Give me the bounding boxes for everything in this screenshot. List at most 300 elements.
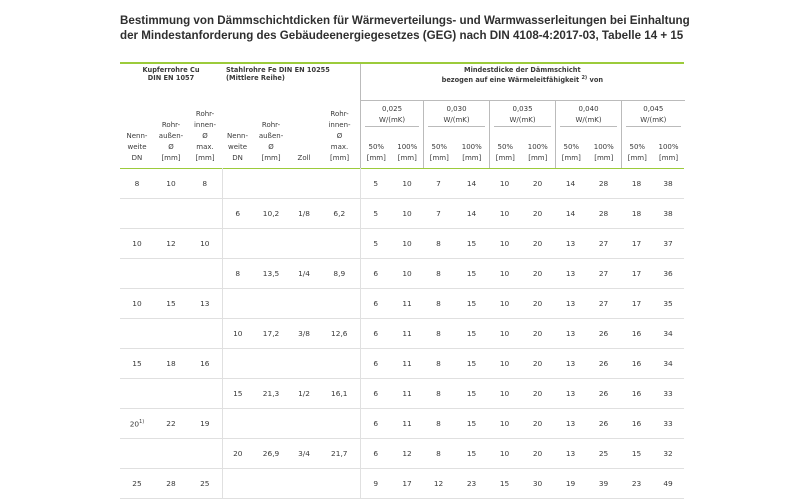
- cell-value: 20: [532, 269, 543, 278]
- table-cell: [289, 439, 319, 469]
- table-cell: [360, 289, 391, 319]
- table-cell: [253, 229, 289, 259]
- cell-value: 15: [466, 389, 477, 398]
- col-fe-outer: [253, 100, 289, 169]
- table-cell: [555, 409, 586, 439]
- table-cell: [555, 349, 586, 379]
- cell-value: 18: [166, 359, 176, 368]
- percent-label: [mm]: [627, 154, 647, 162]
- table-cell: [454, 169, 489, 199]
- percent-label: [mm]: [495, 154, 515, 162]
- percent-label: [mm]: [658, 154, 679, 162]
- table-cell: [120, 289, 154, 319]
- percent-label: 50%: [497, 143, 514, 151]
- cell-value: 23: [466, 479, 477, 488]
- col-fe-dn: [222, 100, 253, 169]
- table-cell: [360, 319, 391, 349]
- percent-label: [mm]: [594, 154, 614, 162]
- cell-value: 7: [436, 209, 441, 218]
- col-lambda-2-p100: [521, 134, 556, 168]
- table-cell: [319, 379, 360, 409]
- cell-value: 39: [598, 479, 609, 488]
- table-cell: [454, 319, 489, 349]
- cell-value: 10: [499, 209, 510, 218]
- table-cell: [454, 469, 489, 499]
- table-cell: [391, 349, 423, 379]
- cell-value: 15: [132, 359, 142, 368]
- table-cell: [120, 229, 154, 259]
- header.fe_dn-line: weite: [228, 143, 248, 151]
- cell-value: 26: [598, 389, 609, 398]
- cell-value: 17: [631, 239, 642, 248]
- table-row: [120, 289, 684, 319]
- col-lambda-4-p50: [622, 134, 653, 168]
- col-lambda-2-p50: [490, 134, 521, 168]
- header.fe_outer-line: Ø: [268, 143, 274, 151]
- table-cell: [489, 409, 520, 439]
- table-row: [120, 349, 684, 379]
- col-lambda-0-p100: [392, 134, 424, 168]
- table-cell: [319, 469, 360, 499]
- table-cell: [360, 439, 391, 469]
- cell-value: 10: [402, 179, 412, 188]
- table-cell: [253, 439, 289, 469]
- col-cu-inner: [188, 100, 222, 169]
- cell-value: 20: [532, 329, 543, 338]
- table-cell: [289, 169, 319, 199]
- header.fe_outer-line: außen-: [258, 132, 284, 140]
- table-cell: [154, 409, 188, 439]
- table-cell: [652, 319, 684, 349]
- table-cell: [555, 469, 586, 499]
- table-cell: [120, 319, 154, 349]
- table-cell: [188, 289, 222, 319]
- lambda-unit: W/(mK): [494, 115, 551, 127]
- table-cell: [188, 379, 222, 409]
- table-cell: [253, 469, 289, 499]
- table-cell: [555, 169, 586, 199]
- cell-value: 6: [373, 269, 379, 278]
- table-cell: [652, 409, 684, 439]
- table-cell: [188, 199, 222, 229]
- table-cell: [423, 169, 454, 199]
- cell-value: 5: [373, 209, 379, 218]
- insulation-group-header: Mindestdicke der Dämmschicht bezogen auf eine Wärmeleitfähigkeit $^{2)}$ von: [360, 63, 684, 100]
- table-cell: [289, 199, 319, 229]
- table-cell: [652, 229, 684, 259]
- percent-label: 50%: [368, 143, 385, 151]
- header.fe_outer-line: Rohr-: [261, 121, 281, 129]
- cell-value: 27: [598, 299, 609, 308]
- table-cell: [253, 259, 289, 289]
- table-cell: [222, 439, 253, 469]
- cell-value: 20: [532, 239, 543, 248]
- table-cell: [253, 349, 289, 379]
- header.cu_inner-line: Ø: [202, 132, 208, 140]
- cell-value: 17: [631, 299, 642, 308]
- table-cell: [621, 259, 652, 289]
- table-cell: [222, 259, 253, 289]
- percent-label: 100%: [593, 143, 614, 151]
- lambda-value: 0,040: [578, 105, 599, 113]
- table-cell: [586, 469, 621, 499]
- cell-value: 10: [402, 269, 412, 278]
- cell-value: 9: [373, 479, 379, 488]
- table-cell: [188, 169, 222, 199]
- table-cell: [391, 289, 423, 319]
- table-cell: [555, 439, 586, 469]
- cell-value: 34: [663, 329, 673, 338]
- table-cell: [289, 229, 319, 259]
- lambda-unit: W/(mK): [428, 115, 485, 127]
- percent-label: 50%: [563, 143, 580, 151]
- table-cell: [289, 289, 319, 319]
- cell-value: 10: [166, 179, 176, 188]
- table-cell: [360, 169, 391, 199]
- cell-value: 8: [436, 389, 441, 398]
- table-cell: [319, 409, 360, 439]
- header.fe_outer-line: [mm]: [261, 154, 281, 162]
- cell-value: 15: [466, 449, 477, 458]
- table-cell: [360, 379, 391, 409]
- cell-value: 20: [532, 449, 543, 458]
- page-title: [120, 14, 690, 43]
- cell-value: 5: [373, 179, 379, 188]
- table-cell: [652, 169, 684, 199]
- table-cell: [391, 439, 423, 469]
- cell-value: 13: [565, 269, 576, 278]
- cell-value: 8: [235, 269, 241, 278]
- table-cell: [188, 469, 222, 499]
- table-cell: [253, 199, 289, 229]
- table-cell: [120, 379, 154, 409]
- table-row: [120, 469, 684, 499]
- copper-group-header: Kupferrohre Cu DIN EN 1057: [120, 63, 222, 100]
- table-cell: [489, 229, 520, 259]
- lambda-3-header: [556, 101, 622, 135]
- cell-value: 11: [402, 419, 412, 428]
- cell-value: 3/4: [298, 449, 310, 458]
- table-cell: [154, 289, 188, 319]
- col-cu-outer: [154, 100, 188, 169]
- lambda-value: 0,025: [382, 105, 403, 113]
- table-cell: [489, 289, 520, 319]
- percent-label: 100%: [527, 143, 548, 151]
- cell-value: 10,2: [262, 209, 280, 218]
- table-cell: [154, 229, 188, 259]
- table-cell: [520, 259, 555, 289]
- table-cell: [652, 349, 684, 379]
- cell-value: 15: [166, 299, 176, 308]
- table-cell: [253, 319, 289, 349]
- cell-value: 1/2: [298, 389, 310, 398]
- table-cell: [289, 319, 319, 349]
- header.cu_outer-line: [mm]: [161, 154, 181, 162]
- cell-value: 6: [373, 299, 379, 308]
- cell-value: 15: [466, 419, 477, 428]
- table-cell: [489, 199, 520, 229]
- table-cell: [360, 229, 391, 259]
- cell-value: 6: [373, 419, 379, 428]
- lambda-value: 0,045: [643, 105, 664, 113]
- table-cell: [222, 319, 253, 349]
- cell-value: 10: [499, 419, 510, 428]
- table-cell: [360, 409, 391, 439]
- cell-value: 26: [598, 329, 609, 338]
- table-cell: [489, 349, 520, 379]
- header.cu_inner-line: max.: [196, 143, 214, 151]
- cell-value: 10: [499, 359, 510, 368]
- table-cell: [154, 349, 188, 379]
- table-cell: [360, 349, 391, 379]
- table-cell: [253, 379, 289, 409]
- table-cell: [120, 349, 154, 379]
- table-row: [120, 259, 684, 289]
- table-cell: [520, 409, 555, 439]
- cell-value: 15: [466, 359, 477, 368]
- table-cell: [154, 169, 188, 199]
- table-cell: [621, 199, 652, 229]
- cell-value: 6: [373, 449, 379, 458]
- lambda-unit: W/(mK): [626, 115, 681, 127]
- col-lambda-1-p100: [455, 134, 490, 168]
- cell-value: 30: [532, 479, 543, 488]
- percent-label: [mm]: [462, 154, 482, 162]
- cell-value: 8: [436, 269, 441, 278]
- table-row: [120, 409, 684, 439]
- table-cell: [154, 379, 188, 409]
- table-cell: [423, 229, 454, 259]
- header.fe_inner-line: Rohr-: [330, 110, 349, 118]
- header.cu_dn-line: Nenn-: [126, 132, 148, 140]
- table-cell: [222, 379, 253, 409]
- table-cell: [319, 199, 360, 229]
- table-cell: [520, 469, 555, 499]
- table-cell: [391, 319, 423, 349]
- cell-value: 13: [565, 389, 576, 398]
- table-cell: [154, 319, 188, 349]
- cell-value: 18: [631, 209, 642, 218]
- table-cell: [555, 229, 586, 259]
- cell-value: 20: [532, 209, 543, 218]
- cell-value: 6: [373, 329, 379, 338]
- cell-value: 20: [532, 359, 543, 368]
- table-cell: [391, 259, 423, 289]
- table-cell: [319, 319, 360, 349]
- cell-value: 11: [402, 329, 412, 338]
- table-cell: [289, 349, 319, 379]
- header.fe_dn-line: DN: [232, 154, 243, 162]
- table-row: [120, 229, 684, 259]
- header.fe_inner-line: [mm]: [329, 154, 350, 162]
- cell-value: 11: [402, 359, 412, 368]
- table-cell: [520, 169, 555, 199]
- cell-value: 13: [565, 359, 576, 368]
- table-cell: [652, 259, 684, 289]
- cell-value: 10: [402, 209, 412, 218]
- table-cell: [652, 379, 684, 409]
- cell-value: 10: [499, 389, 510, 398]
- cell-value: 15: [466, 269, 477, 278]
- cell-value: 23: [631, 479, 642, 488]
- table-cell: [586, 169, 621, 199]
- cell-value: 13: [565, 419, 576, 428]
- table-cell: [454, 409, 489, 439]
- cell-value: 16: [631, 389, 642, 398]
- percent-label: [mm]: [366, 154, 386, 162]
- cell-value: 12,6: [331, 329, 348, 338]
- lambda-value: 0,030: [446, 105, 467, 113]
- table-cell: [222, 199, 253, 229]
- table-cell: [621, 379, 652, 409]
- lambda-value: 0,035: [512, 105, 533, 113]
- cell-value: 38: [663, 209, 673, 218]
- cell-value: 35: [663, 299, 673, 308]
- table-cell: [489, 259, 520, 289]
- percent-label: 100%: [461, 143, 482, 151]
- cell-value: 28: [598, 209, 609, 218]
- cell-value: 26: [598, 419, 609, 428]
- table-cell: [319, 259, 360, 289]
- table-cell: [188, 349, 222, 379]
- cell-value: 14: [565, 209, 576, 218]
- table-cell: [652, 439, 684, 469]
- table-cell: [289, 259, 319, 289]
- table-cell: [454, 349, 489, 379]
- cell-value: 10: [499, 449, 510, 458]
- cell-value: 13: [565, 299, 576, 308]
- cell-value: 8: [202, 179, 208, 188]
- cell-value: 22: [166, 419, 176, 428]
- cell-value: 11: [402, 299, 412, 308]
- table-cell: [586, 319, 621, 349]
- table-cell: [652, 469, 684, 499]
- cell-value: 10: [499, 329, 510, 338]
- table-cell: [489, 379, 520, 409]
- table-cell: [319, 439, 360, 469]
- table-cell: [423, 469, 454, 499]
- table-cell: [586, 439, 621, 469]
- table-cell: [621, 229, 652, 259]
- col-lambda-0-p50: [361, 134, 392, 168]
- cell-value: 49: [663, 479, 673, 488]
- cell-value: 10: [499, 179, 510, 188]
- cell-value: 26: [598, 359, 609, 368]
- col-lambda-3-p100: [587, 134, 622, 168]
- col-lambda-1-p50: [424, 134, 455, 168]
- cell-value: 10: [200, 239, 210, 248]
- table-cell: [489, 439, 520, 469]
- cell-value: 25: [200, 479, 210, 488]
- table-cell: [520, 229, 555, 259]
- cell-value: 13,5: [262, 269, 280, 278]
- table-cell: [360, 469, 391, 499]
- table-cell: [555, 199, 586, 229]
- percent-label: 50%: [431, 143, 448, 151]
- cell-value: 1/4: [298, 269, 310, 278]
- cell-value: 10: [402, 239, 412, 248]
- table-cell: [253, 169, 289, 199]
- table-cell: [222, 469, 253, 499]
- table-cell: [289, 469, 319, 499]
- cell-value: 10: [132, 239, 142, 248]
- percent-label: 50%: [629, 143, 646, 151]
- percent-label: 100%: [397, 143, 418, 151]
- table-cell: [391, 199, 423, 229]
- cell-value: 8: [436, 419, 441, 428]
- table-cell: [423, 409, 454, 439]
- table-cell: [454, 229, 489, 259]
- table-cell: [120, 409, 154, 439]
- table-cell: [621, 409, 652, 439]
- table-cell: [454, 439, 489, 469]
- table-cell: [454, 259, 489, 289]
- col-fe-zoll: Zoll: [297, 154, 311, 162]
- table-cell: [423, 349, 454, 379]
- table-cell: [520, 349, 555, 379]
- table-cell: [154, 259, 188, 289]
- cell-value: 13: [565, 449, 576, 458]
- table-cell: [289, 409, 319, 439]
- table-cell: [423, 379, 454, 409]
- cell-value: 25: [598, 449, 609, 458]
- cell-value: 15: [499, 479, 510, 488]
- cell-value: 16: [631, 419, 642, 428]
- table-cell: [586, 199, 621, 229]
- table-cell: [555, 319, 586, 349]
- table-cell: [423, 199, 454, 229]
- col-lambda-3-p50: [556, 134, 587, 168]
- table-cell: [253, 409, 289, 439]
- table-cell: [423, 259, 454, 289]
- cell-value: 25: [132, 479, 142, 488]
- table-cell: [120, 199, 154, 229]
- header.fe_dn-line: Nenn-: [227, 132, 248, 140]
- header.cu_dn-line: weite: [127, 143, 147, 151]
- percent-label: [mm]: [397, 154, 417, 162]
- cell-value: 18: [631, 179, 642, 188]
- header.fe_inner-line: max.: [330, 143, 349, 151]
- table-cell: [621, 469, 652, 499]
- cell-value: 20: [532, 389, 543, 398]
- cell-value: 14: [565, 179, 576, 188]
- table-cell: [652, 199, 684, 229]
- cell-value: 15: [233, 389, 243, 398]
- table-row: [120, 379, 684, 409]
- header.cu_inner-line: [mm]: [195, 154, 215, 162]
- table-cell: [188, 259, 222, 289]
- lambda-2-header: [490, 101, 556, 135]
- table-cell: [621, 319, 652, 349]
- cell-value: 16: [631, 359, 642, 368]
- cell-value: 12: [166, 239, 176, 248]
- table-cell: [154, 439, 188, 469]
- header-row-columns: [120, 100, 684, 169]
- table-cell: [154, 199, 188, 229]
- cell-value: 11: [402, 389, 412, 398]
- cell-value: 8: [134, 179, 140, 188]
- table-cell: [520, 439, 555, 469]
- cell-value: 16: [631, 329, 642, 338]
- title-line-2: der Mindestanforderung des Gebäudeenergiegesetzes (GEG) nach DIN 4108-4:2017-03, Tabelle 14 + 15: [120, 28, 684, 42]
- cell-value: 19: [200, 419, 210, 428]
- header.fe_inner-line: Ø: [336, 132, 343, 140]
- cell-value: 17,2: [262, 329, 280, 338]
- table-cell: [120, 259, 154, 289]
- cell-value: 26,9: [262, 449, 280, 458]
- table-cell: [391, 169, 423, 199]
- cell-value: 15: [466, 239, 477, 248]
